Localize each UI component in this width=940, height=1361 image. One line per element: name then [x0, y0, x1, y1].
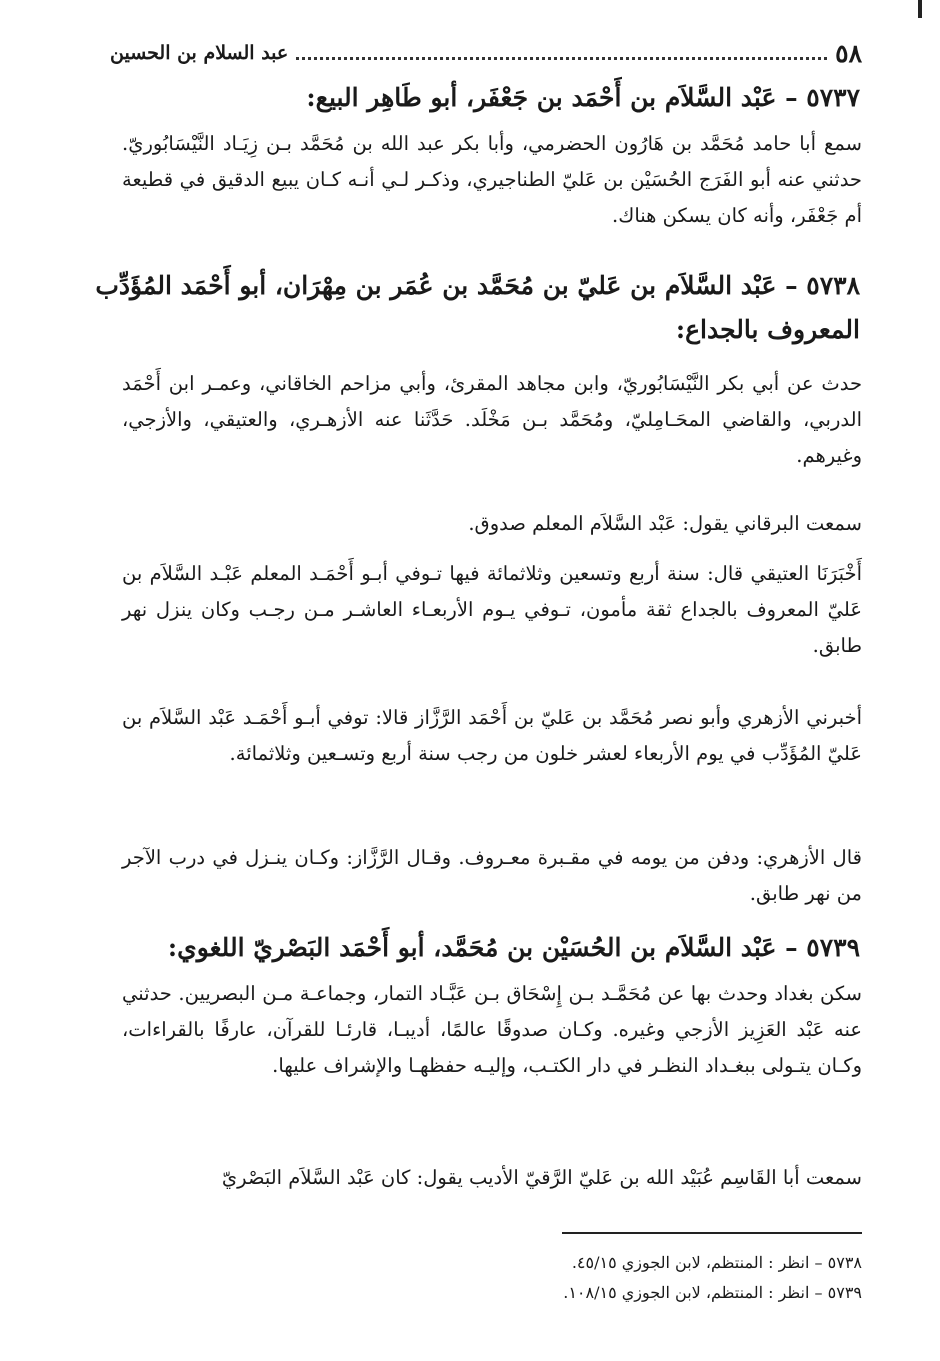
footnote: ٥٧٣٨ – انظر : المنتظم، لابن الجوزي ٤٥/١٥. [571, 1253, 862, 1272]
page-number: ٥٨ [835, 38, 862, 68]
header-title: عبد السلام بن الحسين [110, 42, 289, 64]
running-header [110, 36, 862, 70]
paragraph: قال الأزهري: ودفن من يومه في مقـبرة معـروف. وقـال الرَّزَّاز: وكـان ينـزل في درب الآجر من نهر طابق. [122, 846, 862, 905]
paragraph: سمعت البرقاني يقول: عَبْد السَّلاَم المعلم صدوق. [468, 512, 862, 535]
entry-heading-5738: ٥٧٣٨ – عَبْد السَّلاَم بن عَليّ بن مُحَمَّد بن عُمَر بن مِهْرَان، أبو أَحْمَد المُؤَدِّب المعروف بالجداع: [95, 271, 860, 344]
footnote: ٥٧٣٩ – انظر : المنتظم، لابن الجوزي ١٠٨/١٥. [563, 1283, 862, 1302]
footnote-separator [562, 1232, 862, 1234]
paragraph: أَخْبَرَنَا العتيقي قال: سنة أربع وتسعين وثلاثمائة فيها تـوفي أبـو أَحْمَـد المعلم عَبْـد السَّلاَم بن عَليّ المعروف بالجداع ثقة مأمون، تـوفي يـوم الأربعـاء العاشـر مـن رجـب وكان ينزل نهر طابق. [122, 562, 862, 657]
paragraph: سمع أبا حامد مُحَمَّد بن هَارُون الحضرمي، وأبا بكر عبد الله بن مُحَمَّد بـن زِيَـاد النَّيْسَابُوريّ. حدثني عنه أبو الفَرَج الحُسَيْن بن عَليّ الطناجيري، وذكـر لـي أنـه كـان يبيع الدقيق في قطيعة أم جَعْفَر، وأنه كان يسكن هناك. [122, 132, 862, 227]
paragraph: سمعت أبا القَاسِم عُبَيْد الله بن عَليّ الرَّقيّ الأديب يقول: كان عَبْد السَّلاَم البَصْريّ [221, 1166, 862, 1189]
header-dot-leader [296, 57, 827, 60]
paragraph: سكن بغداد وحدث بها عن مُحَمَّـد بـن إِسْحَاق بـن عَبَّـاد التمار، وجماعـة مـن البصريين. حدثني عنه عَبْد العَزِيز الأزجي وغيره. وكـان صدوقًا عالمًا، أديبـا، قارئـا للقرآن، عارفًا بالقراءات، وكـان يتـولى ببغـداد النظـر في دار الكتـب، وإليـه حفظهـا والإشراف عليها. [122, 982, 862, 1077]
paragraph: أخبرني الأزهري وأبو نصر مُحَمَّد بن عَليّ بن أَحْمَد الرَّزَّاز قالا: توفي أبـو أَحْمَـد عَبْد السَّلاَم بن عَليّ المُؤَدِّب في يوم الأربعاء لعشر خلون من رجب سنة أربع وتسـعين وثلاثمائة. [122, 706, 862, 765]
entry-heading-5739: ٥٧٣٩ – عَبْد السَّلاَم بن الحُسَيْن بن مُحَمَّد، أبو أَحْمَد البَصْريّ اللغوي: [167, 933, 860, 962]
paragraph: حدث عن أبي بكر النَّيْسَابُوريّ، وابن مجاهد المقرئ، وأبي مزاحم الخاقاني، وعمـر ابن أَحْمَد الدربي، والقاضي المحَـامِليّ، ومُحَمَّد بـن مَخْلَد. حَدَّثَنا عنه الأزهـري، والعتيقي، والأزجي، وغيرهم. [122, 372, 862, 467]
page-corner-mark [918, 0, 922, 18]
entry-heading-5737: ٥٧٣٧ – عَبْد السَّلاَم بن أَحْمَد بن جَعْفَر، أبو طَاهِر البيع: [306, 83, 860, 112]
